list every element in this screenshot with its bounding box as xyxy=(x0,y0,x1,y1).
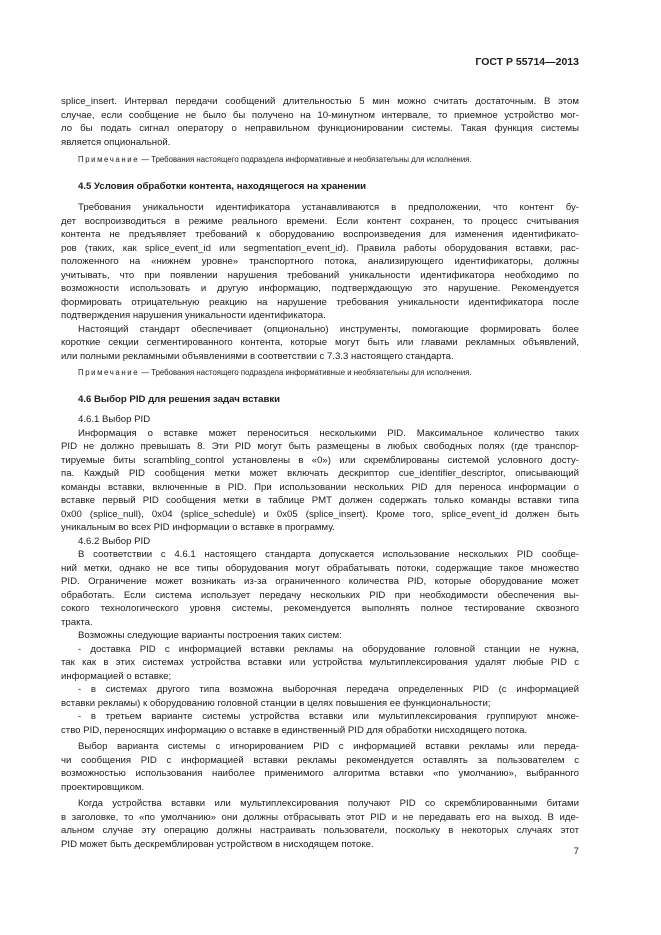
text-line: чи сообщения PID с информацией вставки рекламы рекомендуется оставлять за пользователем с xyxy=(61,755,579,766)
text-line: команды вставки, включенные в PID. При использовании нескольких PID для переноса информации о xyxy=(61,482,579,493)
subsection-heading: 4.6.1 Выбор PID xyxy=(78,414,151,425)
text-line: дет воспроизводиться в режиме реального времени. Если контент сохранен, то процесс считывания xyxy=(61,216,579,227)
text-line: Информация о вставке может переноситься несколькими PID. Максимальное количество таких xyxy=(78,428,579,439)
text-line: контента не предъявляет требований к оборудованию воспроизведения для изменения идентификато- xyxy=(61,229,579,240)
text-line: В соответствии с 4.6.1 настоящего стандарта допускается использование нескольких PID сообще- xyxy=(78,549,579,560)
text-line: подтверждения нарушения уникальности идентификатора. xyxy=(61,310,326,321)
list-item-line: вставки рекламы) к оборудованию головной станции в целях повышения ее функциональности; xyxy=(61,698,491,709)
text-line: тракта. xyxy=(61,617,93,628)
text-line: ров (таких, как splice_event_id или segmentation_event_id). Правила работы оборудования вставки, рас- xyxy=(61,243,579,254)
note xyxy=(78,154,472,166)
list-item-line: - доставка PID с информацией вставки рекламы на оборудование головной станции не нужна, xyxy=(78,644,579,655)
page-number: 7 xyxy=(573,846,579,857)
text-line: вставке первый PID сообщения метки в таблице PMT должен содержать только команды вставки типа xyxy=(61,495,579,506)
text-line: Выбор варианта системы с игнорированием PID с информацией вставки рекламы или переда- xyxy=(78,741,579,752)
note-text: — Требования настоящего подраздела информативные и необязательны для исполнения. xyxy=(139,368,472,377)
list-item-line: информацией о вставке; xyxy=(61,671,172,682)
section-heading: 4.6 Выбор PID для решения задач вставки xyxy=(78,394,281,405)
text-line: Настоящий стандарт обеспечивает (опционально) инструменты, помогающие формировать более xyxy=(78,324,579,335)
text-line: короткие секции сегментированного контента, которые могут быть или главами рекламных объявлений, xyxy=(61,337,579,348)
text-line: Возможны следующие варианты построения таких систем: xyxy=(78,630,342,641)
text-line: обработать. Если система использует передачу нескольких PID при необходимости обеспечения вы- xyxy=(61,590,579,601)
text-line: тируемые биты scrambling_control установлены в «0») или скремблированы системой условного досту- xyxy=(61,455,579,466)
section-heading: 4.5 Условия обработки контента, находящегося на хранении xyxy=(78,181,367,192)
note-label: Примечание xyxy=(78,155,140,164)
text-line: возможностью использования наиболее применимого алгоритма вставки «по умолчанию», выбранного xyxy=(61,768,579,779)
list-item-line: ство PID, переносящих информацию о вставке в единственный PID для обработки нисходящего потока. xyxy=(61,725,528,736)
text-line: возможности использовать и другую информацию, подтверждающую это нарушение. Рекомендуется xyxy=(61,283,579,294)
text-line: положенного на «нижнем уровне» транспортного потока, анализирующего идентификаторы, должны xyxy=(61,256,579,267)
note-text: — Требования настоящего подраздела информативные и необязательны для исполнения. xyxy=(139,155,472,164)
text-line: PID. Ограничение может возникать из-за ограниченного количества PID, которые оборудование может xyxy=(61,576,579,587)
text-line: ний метки, однако не все типы оборудования могут обрабатывать потоки, содержащие такое множество xyxy=(61,563,579,574)
document-code: ГОСТ Р 55714—2013 xyxy=(475,56,579,68)
text-line: проектировщиком. xyxy=(61,782,145,793)
text-line: формировать отрицательную реакцию на нарушение требования уникальности идентификатора после xyxy=(61,297,579,308)
text-line: Когда устройства вставки или мультиплексирования получают PID со скремблированными битами xyxy=(78,798,579,809)
text-line: уникальным во всех PID информации о вставке в программу. xyxy=(61,522,335,533)
text-line: сокого технологического уровня системы, рекомендуется выполнять полное тестирование сквозного xyxy=(61,603,579,614)
text-line: 0x00 (splice_null), 0x04 (splice_schedule) и 0x05 (splice_insert). Кроме того, splice_event_id должен быть xyxy=(61,509,579,520)
list-item-line: - в третьем варианте системы устройства вставки или мультиплексирования группируют множе- xyxy=(78,711,579,722)
list-item-line: так как в этих системах устройства вставки или устройства мультиплексирования удалят любые PID с xyxy=(61,657,579,668)
text-line: Требования уникальности идентификатора устанавливаются в предположении, что контент бу- xyxy=(78,202,579,213)
text-line: PID не должно превышать 8. Эти PID могут быть размещены в любых свободных полях (где транспор- xyxy=(61,441,579,452)
list-item-line: - в системах другого типа возможна выборочная передача определенных PID (с информацией xyxy=(78,684,579,695)
text-line: в заголовке, то «по умолчанию» они должны отбрасывать этот PID и не передавать его на выход. В иде- xyxy=(61,812,579,823)
text-line: учитывать, что при появлении нарушения требований уникальности идентификатора необходимо по xyxy=(61,270,579,281)
text-line: является опциональной. xyxy=(61,137,171,148)
text-line: па. Каждый PID сообщения метки может включать дескриптор cue_identifier_descriptor, описывающий xyxy=(61,468,579,479)
subsection-heading: 4.6.2 Выбор PID xyxy=(78,536,151,547)
text-line: splice_insert. Интервал передачи сообщений длительностью 5 мин можно считать достаточным. В этом xyxy=(61,96,579,107)
text-line: ло бы подать сигнал оператору о неправильном функционировании системы. Такая функция системы xyxy=(61,123,579,134)
text-line: альном случае эту операцию должны настраивать пользователи, поскольку в некоторых случаях этот xyxy=(61,825,579,836)
note xyxy=(78,367,472,379)
text-line: случае, если сообщение не было бы получено на 10-минутном интервале, то приемное устройство мог- xyxy=(61,110,579,121)
text-line: или полными рекламными объявлениями в соответствии с 7.3.3 настоящего стандарта. xyxy=(61,351,454,362)
note-label: Примечание xyxy=(78,368,140,377)
text-line: PID может быть дескремблирован устройством в нисходящем потоке. xyxy=(61,839,374,850)
